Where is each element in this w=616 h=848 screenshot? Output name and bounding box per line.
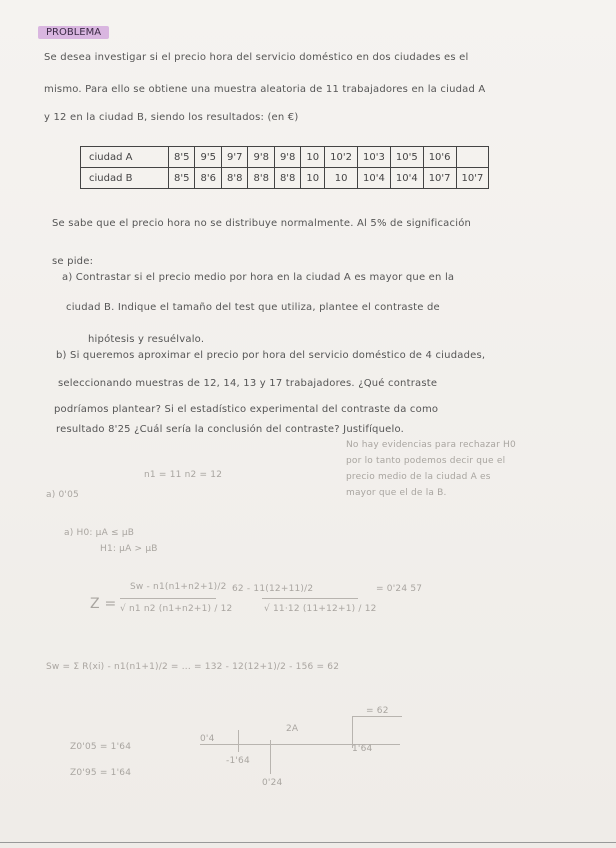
table-cell: 10'3	[358, 147, 391, 168]
table-cell: 8'8	[274, 168, 300, 189]
table-cell: 8'8	[248, 168, 274, 189]
hypothesis-alt: H1: μA > μB	[100, 544, 158, 554]
table-cell: 10'7	[456, 168, 489, 189]
table-cell: 10'7	[423, 168, 456, 189]
table-cell: 10	[325, 168, 358, 189]
table-cell: 8'5	[169, 147, 195, 168]
z-numerator-2: 62 - 11(12+11)/2	[232, 584, 314, 594]
table-cell: 10	[301, 147, 325, 168]
side-note-2: por lo tanto podemos decir que el	[346, 456, 506, 466]
region-label: 2A	[286, 724, 299, 734]
question-a-line-2: ciudad B. Indique el tamaño del test que utiliza, plantee el contraste de	[66, 302, 440, 313]
table-cell: 10'4	[358, 168, 391, 189]
critical-value-1: Z0'05 = 1'64	[70, 742, 132, 752]
table-cell: 8'8	[221, 168, 247, 189]
question-a-line-1: a) Contrastar si el precio medio por hora en la ciudad A es mayor que en la	[62, 272, 455, 283]
fraction-bar	[262, 598, 358, 599]
hypothesis-null: a) H0: μA ≤ μB	[64, 528, 135, 538]
table-cell: 9'5	[195, 147, 221, 168]
table-row	[81, 168, 489, 189]
question-b-line-2: seleccionando muestras de 12, 14, 13 y 17 trabajadores. ¿Qué contraste	[58, 378, 438, 389]
data-table	[80, 146, 489, 189]
sample-sizes: n1 = 11 n2 = 12	[144, 470, 223, 480]
z-denominator-1: √ n1 n2 (n1+n2+1) / 12	[120, 604, 233, 614]
table-cell: 10'6	[423, 147, 456, 168]
axis-label-pos: 1'64	[352, 744, 373, 754]
alpha-label: a) 0'05	[46, 490, 79, 500]
table-cell: 10'5	[390, 147, 423, 168]
table-cell: 10	[301, 168, 325, 189]
fraction-bar	[120, 598, 216, 599]
side-note-4: mayor que el de la B.	[346, 488, 447, 498]
known-line-2: se pide:	[52, 256, 94, 267]
question-b-line-1: b) Si queremos aproximar el precio por hora del servicio doméstico de 4 ciudades,	[56, 350, 486, 361]
axis-tick	[270, 740, 271, 774]
table-cell: 10'4	[390, 168, 423, 189]
z-label: Z =	[90, 596, 117, 612]
row-label: ciudad B	[81, 168, 169, 189]
axis-label-stat: 0'24	[262, 778, 283, 788]
intro-line-3: y 12 en la ciudad B, siendo los resultados: (en €)	[44, 112, 299, 123]
axis-label-left: 0'4	[200, 734, 215, 744]
row-label: ciudad A	[81, 147, 169, 168]
region-value: = 62	[366, 706, 389, 716]
table-cell: 10'2	[325, 147, 358, 168]
table-cell: 8'6	[195, 168, 221, 189]
intro-line-1: Se desea investigar si el precio hora del servicio doméstico en dos ciudades es el	[44, 52, 469, 63]
axis-label-neg: -1'64	[226, 756, 250, 766]
z-numerator-1: Sw - n1(n1+n2+1)/2	[130, 582, 227, 592]
side-note-1: No hay evidencias para rechazar H0	[346, 440, 516, 450]
side-note-3: precio medio de la ciudad A es	[346, 472, 491, 482]
question-a-line-3: hipótesis y resuélvalo.	[88, 334, 205, 345]
page-edge	[0, 842, 616, 843]
axis-tick	[238, 730, 239, 752]
known-line-1: Se sabe que el precio hora no se distribuye normalmente. Al 5% de significación	[52, 218, 472, 229]
z-denominator-2: √ 11·12 (11+12+1) / 12	[264, 604, 377, 614]
sw-formula: Sw = Σ R(xi) - n1(n1+1)/2 = ... = 132 - 12(12+1)/2 - 156 = 62	[46, 662, 340, 672]
problem-title: PROBLEMA	[38, 26, 109, 39]
table-row	[81, 147, 489, 168]
question-b-line-4: resultado 8'25 ¿Cuál sería la conclusión del contraste? Justifíquelo.	[56, 424, 404, 435]
z-result: = 0'24 57	[376, 584, 423, 594]
table-cell: 9'7	[221, 147, 247, 168]
table-cell: 9'8	[248, 147, 274, 168]
question-b-line-3: podríamos plantear? Si el estadístico experimental del contraste da como	[54, 404, 439, 415]
table-cell: 9'8	[274, 147, 300, 168]
intro-line-2: mismo. Para ello se obtiene una muestra aleatoria de 11 trabajadores en la ciudad A	[44, 84, 486, 95]
table-cell	[456, 147, 489, 168]
critical-value-2: Z0'95 = 1'64	[70, 768, 132, 778]
table-cell: 8'5	[169, 168, 195, 189]
